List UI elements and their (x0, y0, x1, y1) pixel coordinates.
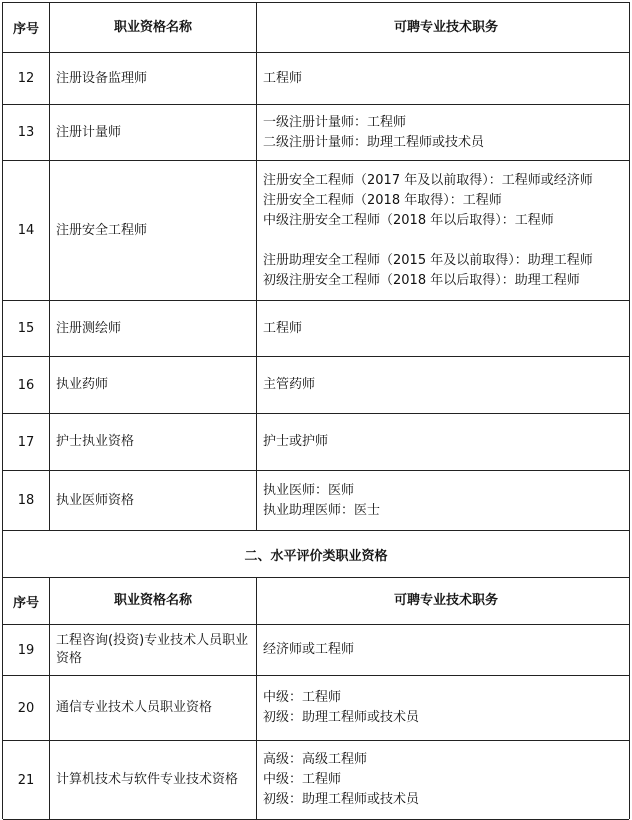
section-title: 二、水平评价类职业资格 (244, 548, 388, 564)
table-header (3, 3, 629, 53)
table-row (3, 414, 629, 471)
table-row (3, 676, 629, 741)
job-line: 中级注册安全工程师（2018 年以后取得）：工程师 (263, 212, 554, 228)
job-line: 中级：工程师 (263, 772, 342, 787)
row-no: 21 (3, 741, 50, 819)
table-row (3, 357, 629, 414)
job-line: 主管药师 (263, 377, 316, 392)
row-job (257, 741, 629, 819)
job-line: 一级注册计量师：工程师 (263, 114, 407, 130)
row-name: 通信专业技术人员职业资格 (50, 676, 257, 740)
job-line: 初级：助理工程师或技术员 (263, 792, 420, 807)
row-no: 16 (3, 357, 50, 413)
job-line: 执业助理医师：医士 (263, 502, 381, 518)
table-row (3, 471, 629, 531)
job-line: 二级注册计量师：助理工程师或技术员 (263, 134, 485, 150)
table-row (3, 301, 629, 357)
row-name: 工程咨询(投资)专业技术人员职业资格 (50, 625, 257, 675)
row-job (257, 414, 629, 470)
row-job (257, 357, 629, 413)
header-job: 可聘专业技术职务 (393, 593, 498, 608)
row-no: 17 (3, 414, 50, 470)
row-job (257, 105, 629, 160)
row-name: 注册安全工程师 (50, 161, 257, 300)
row-job (257, 471, 629, 530)
table-row (3, 161, 629, 301)
row-no: 20 (3, 676, 50, 740)
job-line: 初级注册安全工程师（2018 年以后取得）：助理工程师 (263, 272, 580, 288)
header-no: 序号 (3, 3, 50, 52)
job-line: 注册安全工程师（2017 年及以前取得）：工程师或经济师 (263, 172, 593, 188)
row-name: 注册计量师 (50, 105, 257, 160)
row-name: 执业医师资格 (50, 471, 257, 530)
table-row (3, 105, 629, 161)
job-line: 中级：工程师 (263, 690, 342, 705)
row-name: 计算机技术与软件专业技术资格 (50, 741, 257, 819)
job-line: 注册安全工程师（2018 年取得）：工程师 (263, 192, 502, 208)
header-name: 职业资格名称 (50, 3, 257, 52)
job-line: 工程师 (263, 70, 303, 86)
row-job (257, 161, 629, 300)
row-no: 13 (3, 105, 50, 160)
row-name: 注册测绘师 (50, 301, 257, 356)
header-no: 序号 (3, 578, 50, 624)
row-no: 18 (3, 471, 50, 530)
section-title-row (3, 531, 629, 578)
table-header-2 (3, 578, 629, 625)
row-no: 15 (3, 301, 50, 356)
job-line: 执业医师：医师 (263, 482, 355, 498)
job-line: 高级：高级工程师 (263, 752, 368, 767)
job-line: 注册助理安全工程师（2015 年及以前取得）：助理工程师 (263, 252, 593, 268)
row-no: 12 (3, 53, 50, 104)
header-name: 职业资格名称 (50, 578, 257, 624)
table-row (3, 741, 629, 820)
table-row (3, 53, 629, 105)
job-line: 护士或护师 (263, 434, 329, 449)
row-name: 执业药师 (50, 357, 257, 413)
row-job (257, 676, 629, 740)
job-line: 经济师或工程师 (263, 642, 355, 657)
row-name: 护士执业资格 (50, 414, 257, 470)
qualification-table (2, 2, 630, 819)
job-line: 工程师 (263, 320, 303, 336)
row-job (257, 53, 629, 104)
row-no: 14 (3, 161, 50, 300)
row-name: 注册设备监理师 (50, 53, 257, 104)
row-job (257, 301, 629, 356)
job-line: 初级：助理工程师或技术员 (263, 710, 420, 725)
row-no: 19 (3, 625, 50, 675)
table-row (3, 625, 629, 676)
header-job: 可聘专业技术职务 (393, 19, 498, 35)
row-job (257, 625, 629, 675)
